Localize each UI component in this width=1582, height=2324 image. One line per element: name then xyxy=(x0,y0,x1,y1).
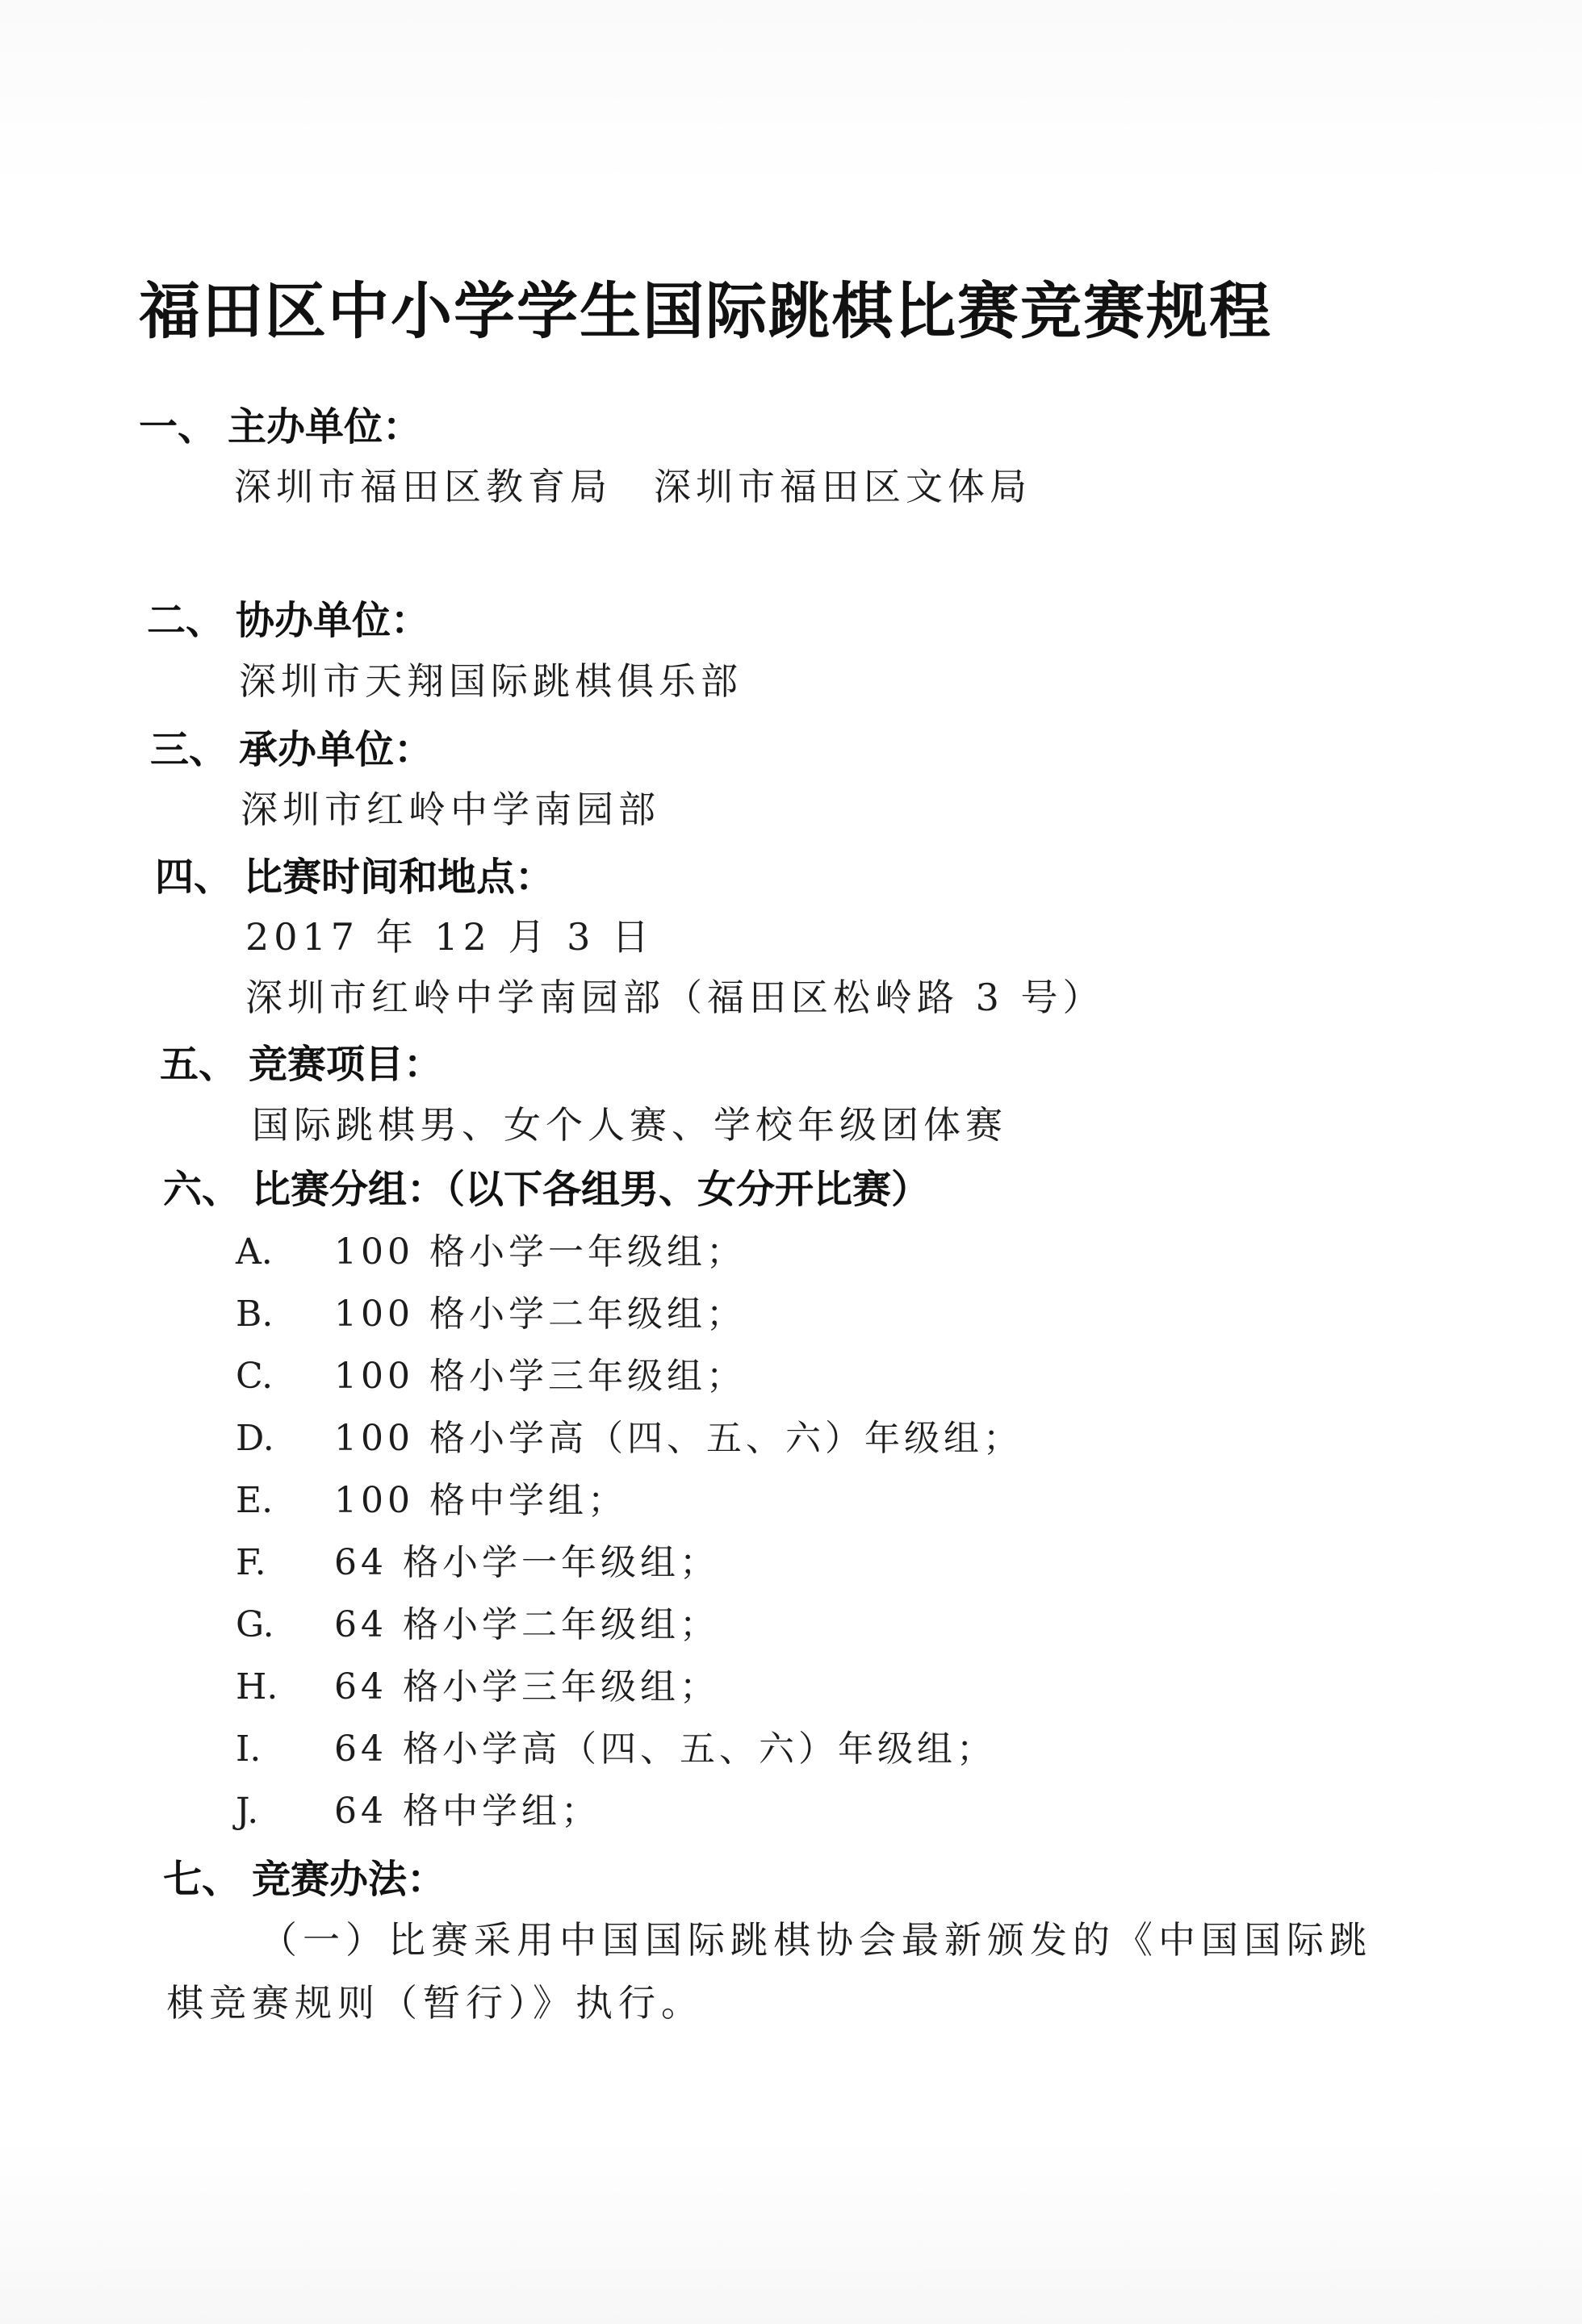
group-letter: B. xyxy=(236,1294,274,1335)
group-item-e xyxy=(236,1471,627,1523)
section-heading-3 xyxy=(150,718,433,774)
section-heading-6 xyxy=(163,1158,930,1214)
section-title: 承办单位： xyxy=(239,727,433,772)
group-letter: G. xyxy=(236,1604,274,1645)
group-text: 100 格小学高（四、五、六）年级组； xyxy=(334,1418,1023,1459)
section-number: 七、 xyxy=(163,1857,241,1902)
group-letter: H. xyxy=(236,1666,278,1707)
group-item-g xyxy=(236,1595,719,1647)
group-letter: J. xyxy=(236,1791,259,1832)
group-letter: F. xyxy=(236,1542,266,1583)
group-letter: I. xyxy=(236,1728,262,1770)
group-text: 100 格小学二年级组； xyxy=(334,1294,746,1335)
section-number: 二、 xyxy=(147,598,225,643)
document-title: 福田区中小学学生国际跳棋比赛竞赛规程 xyxy=(139,275,1272,347)
group-text: 100 格小学三年级组； xyxy=(334,1356,746,1397)
group-letter: E. xyxy=(236,1480,274,1521)
section-title: 竞赛办法： xyxy=(252,1857,446,1902)
section-number: 四、 xyxy=(155,855,233,900)
section-title: 协办单位： xyxy=(236,598,430,643)
method-paragraph-line-2: 棋竞赛规则（暂行）》执行。 xyxy=(166,1981,704,2025)
group-letter: D. xyxy=(236,1418,274,1459)
group-text: 64 格小学二年级组； xyxy=(334,1604,719,1645)
section-title: 主办单位： xyxy=(228,404,422,449)
group-text: 64 格小学高（四、五、六）年级组； xyxy=(334,1728,996,1770)
group-text: 64 格中学组； xyxy=(334,1791,601,1832)
section-2-line-1: 深圳市天翔国际跳棋俱乐部 xyxy=(239,659,743,703)
group-text: 64 格小学一年级组； xyxy=(334,1542,719,1583)
section-number: 五、 xyxy=(160,1042,238,1087)
section-heading-2 xyxy=(147,589,429,645)
group-item-a xyxy=(236,1223,746,1274)
group-text: 100 格小学一年级组； xyxy=(334,1231,746,1273)
section-number: 六、 xyxy=(163,1167,241,1212)
group-item-i xyxy=(236,1720,996,1771)
section-4-line-1: 2017 年 12 月 3 日 xyxy=(245,915,654,959)
section-number: 三、 xyxy=(150,727,228,772)
group-item-d xyxy=(236,1409,1023,1461)
section-heading-7 xyxy=(163,1848,446,1904)
section-title: 比赛分组：（以下各组男、女分开比赛） xyxy=(252,1167,931,1212)
group-item-b xyxy=(236,1285,746,1336)
section-heading-1 xyxy=(139,395,421,451)
group-item-j xyxy=(236,1782,601,1833)
section-1-line-1: 深圳市福田区教育局 深圳市福田区文体局 xyxy=(234,465,1032,508)
section-heading-5 xyxy=(160,1033,442,1089)
group-letter: C. xyxy=(236,1356,274,1397)
section-4-line-2: 深圳市红岭中学南园部（福田区松岭路 3 号） xyxy=(245,976,1105,1019)
section-5-line-1: 国际跳棋男、女个人赛、学校年级团体赛 xyxy=(252,1103,1007,1147)
group-item-f xyxy=(236,1533,719,1585)
section-heading-4 xyxy=(155,846,554,901)
group-letter: A. xyxy=(236,1231,273,1273)
section-3-line-1: 深圳市红岭中学南园部 xyxy=(241,788,660,831)
group-text: 100 格中学组； xyxy=(334,1480,627,1521)
section-number: 一、 xyxy=(139,404,217,449)
method-paragraph-line-1: （一）比赛采用中国国际跳棋协会最新颁发的《中国国际跳 xyxy=(260,1918,1372,1962)
group-item-c xyxy=(236,1347,746,1398)
section-title: 比赛时间和地点： xyxy=(244,855,555,900)
section-title: 竞赛项目： xyxy=(249,1042,443,1087)
group-text: 64 格小学三年级组； xyxy=(334,1666,719,1707)
group-item-h xyxy=(236,1657,719,1709)
